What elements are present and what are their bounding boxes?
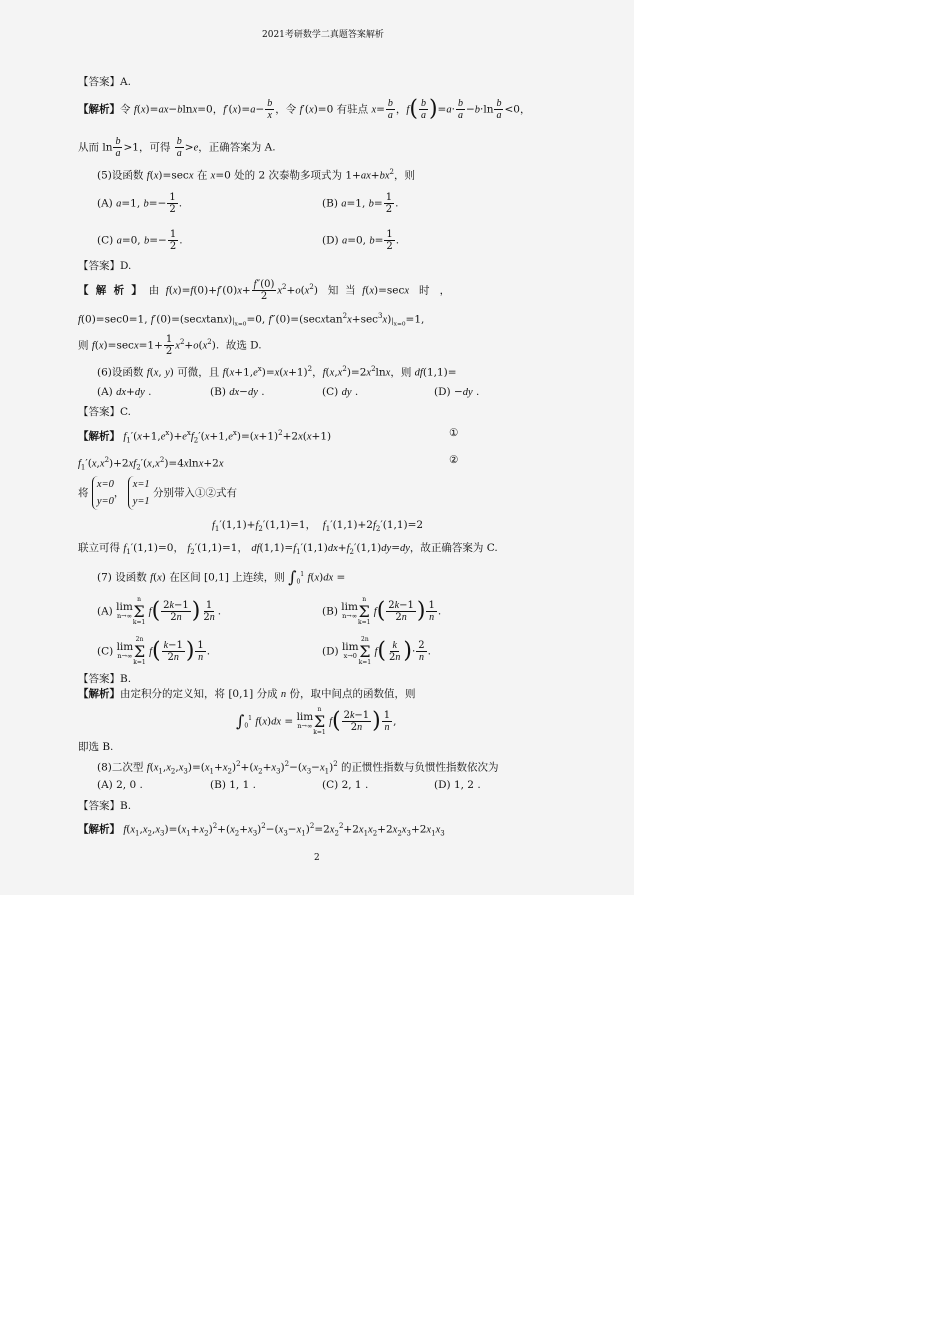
option-a: (A) 2, 0 . (97, 779, 143, 791)
answer-label: 【答案】B. (78, 673, 132, 685)
option-a: (A) a=1, b=− $\frac{1}{2}$ . (97, 192, 183, 215)
equation-number: ② (449, 454, 459, 466)
option-d: (D) −dy . (434, 386, 480, 398)
solution-line: 即选 B. (78, 741, 114, 753)
option-d: (D) lim x→0 2n Σ k=1 f( $\frac{k}{2n}$ )· $\frac{2}{n}$ . (322, 636, 432, 666)
option-b: (B) dx−dy . (210, 386, 265, 398)
option-c: (C) dy . (322, 386, 359, 398)
question-7: (7) 设函数 f(x) 在区间 [0,1] 上连续，则 $\int_0^1$ f(x)dx = (97, 567, 346, 587)
document-page (0, 0, 634, 895)
option-b: (B) lim n→∞ n Σ k=1 f( $\frac{2k-1}{2n}$ ) $\frac{1}{n}$ . (322, 596, 442, 626)
option-c: (C) 2, 1 . (322, 779, 369, 791)
page-header: 2021考研数学二真题答案解析 (262, 30, 384, 40)
question-6: (6)设函数 f(x, y) 可微，且 $f(x+1,e^x)=x(x+1)^2$，$f(x,x^2)=2x^2\ln x$，则 df(1,1)= (97, 365, 457, 379)
solution-line: 【解析】令 f(x)=ax−blnx=0，f′(x)=a− $\frac{b}{x}$ ，令 f′(x)=0 有驻点 x= $\frac{b}{a}$ ，f( $\frac{b}{a}$ )=a· $\frac{b}{a}$ −b·ln $\frac{b}{a}$ <0， (78, 96, 531, 122)
solution-line: 【解析】 $f(x_1,x_2,x_3)=(x_1+x_2)^2+(x_2+x_3)^2-(x_3-x_1)^2=2x_2^2+2x_1x_2+2x_2x_3+2x_1x_3$ (78, 822, 445, 838)
solution-line: 【解析】由定积分的定义知，将 [0,1] 分成 n 份，取中间点的函数值，则 (78, 688, 416, 700)
answer-label: 【答案】A. (78, 76, 131, 88)
option-a: (A) dx+dy . (97, 386, 152, 398)
option-c: (C) lim n→∞ 2n Σ k=1 f( $\frac{k-1}{2n}$ ) $\frac{1}{n}$ . (97, 636, 211, 666)
option-d: (D) 1, 2 . (434, 779, 481, 791)
option-b: (B) a=1, b= $\frac{1}{2}$ . (322, 192, 399, 215)
solution-line: 将 x=0 y=0， x=1 y=1 分别带入①②式有 (78, 476, 237, 510)
option-b: (B) 1, 1 . (210, 779, 256, 791)
solution-line: 【 解 析 】 由 f(x)=f(0)+f′(0)x+ $\frac{f''(0)}{2}$ $x^2+o(x^2)$ 知 当 f(x)=secx 时 ， (78, 279, 451, 302)
solution-line: 从而 ln $\frac{b}{a}$ >1，可得 $\frac{b}{a}$ >e，正确答案为 A. (78, 136, 276, 159)
question-5: (5)设函数 f(x)=secx 在 x=0 处的 2 次泰勒多项式为 $1+ax+bx^2$，则 (97, 168, 415, 182)
solution-line: $f_1'(x,x^2)+2xf_2'(x,x^2)=4xlnx+2x$ (78, 456, 224, 472)
solution-line: f(0)=sec0=1, $f'(0)=(secxtanx)|_{x=0}=0$, $f''(0)=(secxtan^2x+\sec^3x)|_{x=0}=1$, (78, 312, 425, 327)
solution-line: 联立可得 $f_1'(1,1)=0$， $f_2'(1,1)=1$， $df(1,1)=f_1'(1,1)dx+f_2'(1,1)dy=dy$，故正确答案为 C. (78, 542, 498, 557)
equation-number: ① (449, 427, 459, 439)
option-d: (D) a=0, b= $\frac{1}{2}$ . (322, 229, 400, 252)
answer-label: 【答案】D. (78, 260, 132, 272)
solution-line: 【解析】 $f_1'(x+1,e^x)+e^xf_2'(x+1,e^x)=(x+1)^2+2x(x+1)$ (78, 429, 332, 445)
question-8: (8)二次型 $f(x_1,x_2,x_3)=(x_1+x_2)^2+(x_2+x_3)^2-(x_3-x_1)^2$ 的正惯性指数与负惯性指数依次为 (97, 760, 499, 776)
option-c: (C) a=0, b=− $\frac{1}{2}$ . (97, 229, 183, 252)
option-a: (A) lim n→∞ n Σ k=1 f( $\frac{2k-1}{2n}$ ) $\frac{1}{2n}$ . (97, 596, 222, 626)
page-number: 2 (314, 853, 320, 863)
solution-equation: $f_1'(1,1)+f_2'(1,1)=1$， $f_1'(1,1)+2f_2'(1,1)=2$ (212, 519, 424, 534)
answer-label: 【答案】C. (78, 406, 131, 418)
answer-label: 【答案】B. (78, 800, 132, 812)
solution-line: 则 f(x)=secx=1+ $\frac{1}{2}$ $x^2+o(x^2)$. 故选 D. (78, 334, 262, 357)
solution-equation: $\int_0^1$ f(x)dx = lim n→∞ n Σ k=1 f( $\frac{2k-1}{2n}$ ) $\frac{1}{n}$ , (236, 706, 397, 736)
